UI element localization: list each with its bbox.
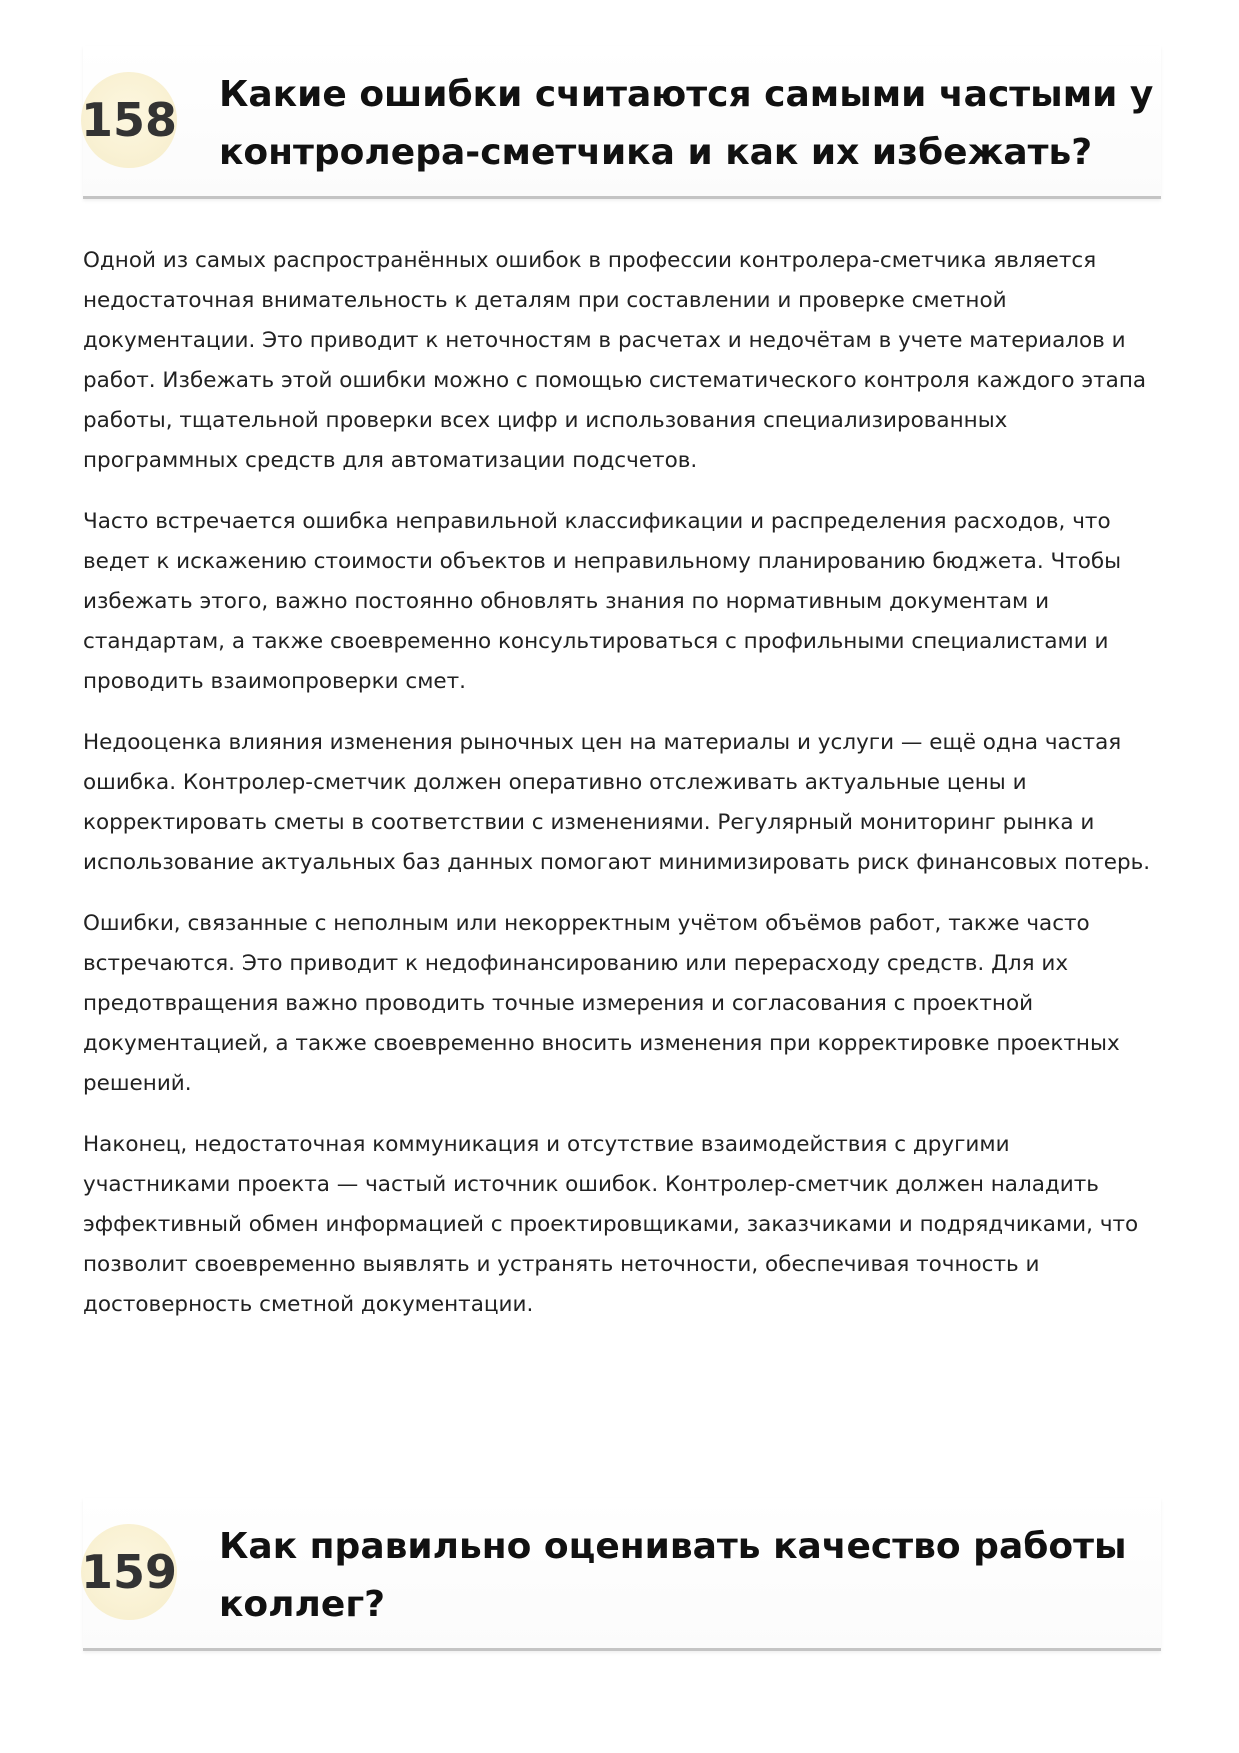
- question-title: Какие ошибки считаются самыми частыми у контролера-сметчика и как их избежать?: [219, 74, 1154, 173]
- answer-paragraph: Недооценка влияния изменения рыночных цен на материалы и услуги — ещё одна частая ошибка. Контролер-сметчик должен оперативно отслеживать актуальные цены и корректировать сметы в соответствии с изменениями. Регулярный мониторинг рынка и использование актуальных баз данных помогают минимизировать риск финансовых потерь.: [83, 730, 1151, 875]
- answer-paragraph: Часто встречается ошибка неправильной классификации и распределения расходов, что ведет к искажению стоимости объектов и неправильному планированию бюджета. Чтобы избежать этого, важно постоянно обновлять знания по нормативным документам и стандартам, а также своевременно консультироваться с профильными специалистами и проводить взаимопроверки смет.: [83, 509, 1122, 694]
- question-header: [80, 1498, 1161, 1651]
- question-number-badge: 158: [81, 72, 177, 168]
- question-section-158: [80, 46, 1161, 1346]
- answer-paragraph: Наконец, недостаточная коммуникация и отсутствие взаимодействия с другими участниками проекта — частый источник ошибок. Контролер-сметчик должен наладить эффективный обмен информацией с проектировщиками, заказчиками и подрядчиками, что позволит своевременно выявлять и устранять неточности, обеспечивая точность и достоверность сметной документации.: [83, 1132, 1139, 1317]
- answer-paragraph: Одной из самых распространённых ошибок в профессии контролера-сметчика является недостаточная внимательность к деталям при составлении и проверке сметной документации. Это приводит к неточностям в расчетах и недочётам в учете материалов и работ. Избежать этой ошибки можно с помощью систематического контроля каждого этапа работы, тщательной проверки всех цифр и использования специализированных программных средств для автоматизации подсчетов.: [83, 248, 1147, 473]
- question-number-badge: 159: [81, 1524, 177, 1620]
- question-section-159: [80, 1498, 1161, 1651]
- question-header: [80, 46, 1161, 199]
- question-title: Как правильно оценивать качество работы коллег?: [219, 1526, 1127, 1625]
- answer-body: [83, 241, 1161, 1325]
- answer-paragraph: Ошибки, связанные с неполным или некорректным учётом объёмов работ, также часто встречаются. Это приводит к недофинансированию или перерасходу средств. Для их предотвращения важно проводить точные измерения и согласования с проектной документацией, а также своевременно вносить изменения при корректировке проектных решений.: [83, 911, 1120, 1096]
